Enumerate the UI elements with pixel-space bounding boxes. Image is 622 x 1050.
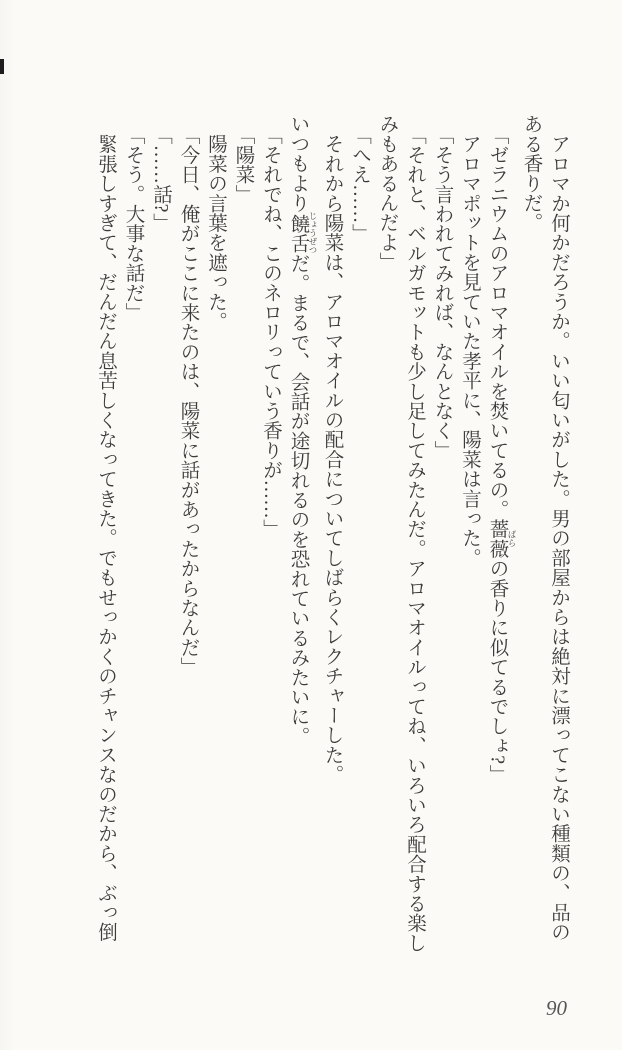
ruby-annotated-word: 饒舌 じょうぜつ	[287, 211, 318, 255]
furigana: じょうぜつ	[308, 211, 318, 255]
text-line: 「陽菜」	[232, 124, 254, 204]
text-line: ある香りだ。	[520, 114, 542, 233]
page-number: 90	[546, 996, 567, 1020]
text-line: 「それと、ベルガモットも少し足してみたんだ。アロマオイルってね、いろいろ配合する楽し	[404, 124, 425, 953]
text-line: アロマポットを見ていた孝平に、陽菜は言った。	[459, 133, 480, 567]
furigana: ばら	[507, 518, 517, 559]
text-line: 陽菜の言葉を遮った。	[205, 133, 226, 331]
text-line: それから陽菜は、アロマオイルの配合についてしばらくレクチャーした。	[321, 133, 343, 784]
page-edge-mark	[0, 59, 4, 74]
text-line: 「そう。大事な話だ」	[122, 124, 144, 322]
text-line: アロマか何かだろうか。いい匂いがした。男の部屋からは絶対に漂ってこない種類の、品の	[548, 133, 569, 942]
text-line: 「……話?」	[150, 124, 171, 233]
text-line: 「今日、俺がここに来たのは、陽菜に話があったからなんだ」	[177, 124, 199, 677]
novel-text-block	[92, 114, 573, 982]
text-line: 「それでね、このネロリっていう香りが……」	[260, 124, 281, 539]
text-line: 「へえ……」	[349, 124, 370, 243]
text-line: みもあるんだよ」	[376, 114, 398, 272]
text-line: 「そう言われてみれば、なんとなく」	[431, 124, 453, 460]
text-line: 緊張しすぎて、だんだん息苦しくなってきた。でもせっかくのチャンスなのだから、ぶっ倒	[95, 133, 116, 942]
ruby-annotated-word: 薔薇 ばら	[486, 518, 517, 559]
text-line: いつもより饒舌 じょうぜつだ。まるで、会話が途切れるのを恐れているみたいに。	[287, 114, 318, 746]
text-line: 「ゼラニウムのアロマオイルを焚いてるの。薔薇 ばらの香りに似てるでしょ?」	[486, 124, 517, 784]
